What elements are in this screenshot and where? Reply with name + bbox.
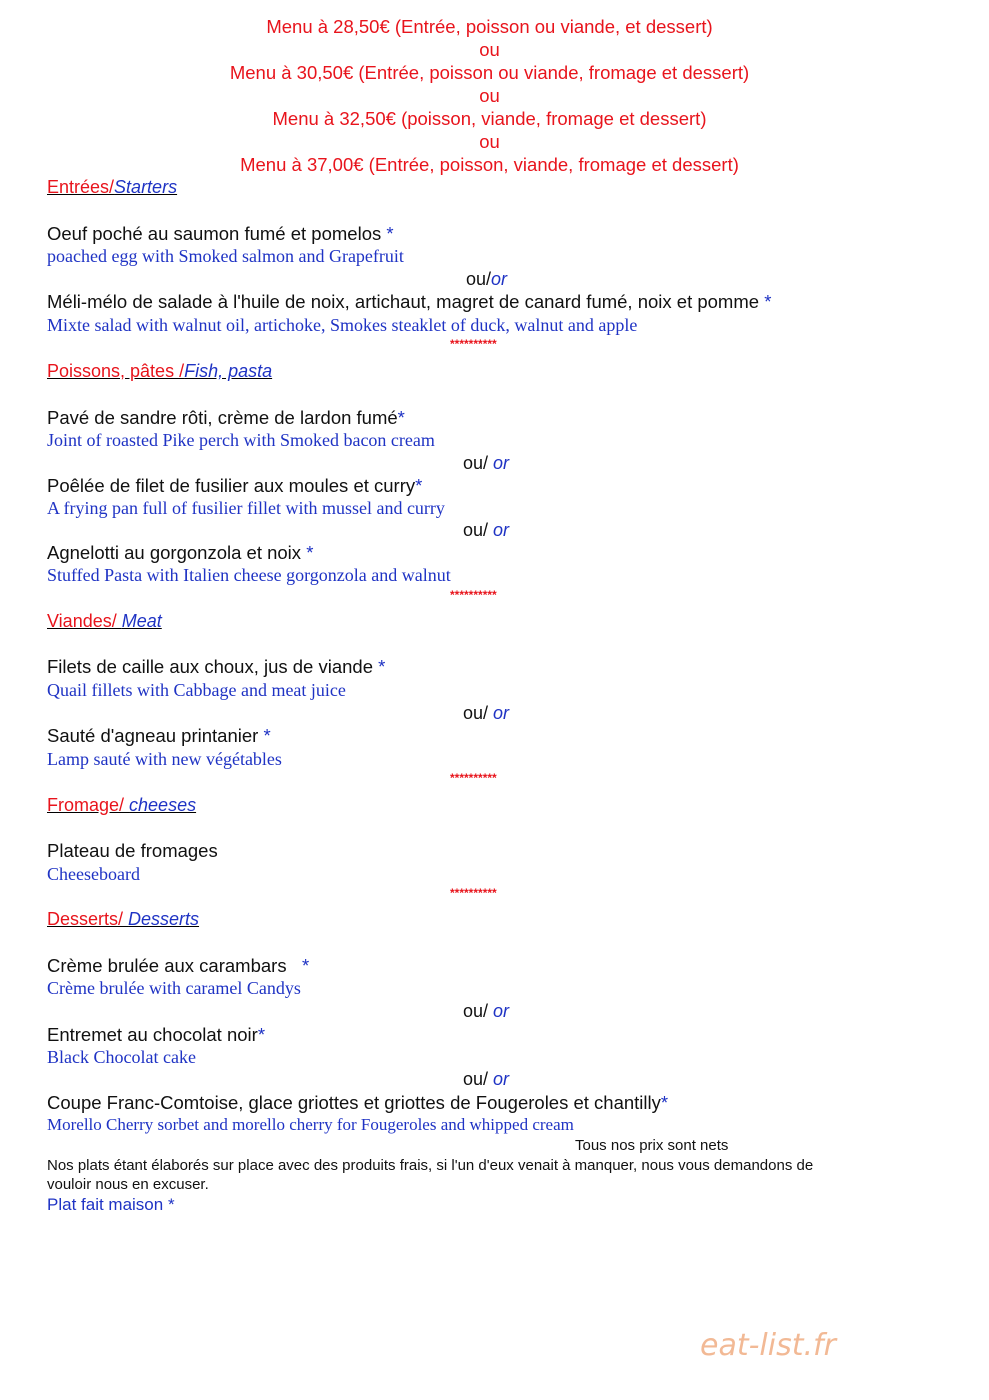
or-fr: ou/: [463, 1069, 494, 1089]
homemade-star: *: [263, 725, 271, 746]
dish-en: Lamp sauté with new végétables: [47, 749, 282, 769]
section-heading-en: Starters: [114, 177, 178, 197]
or-en: or: [493, 703, 510, 723]
section-separator: **********: [450, 771, 497, 785]
dish-fr: [47, 840, 218, 862]
menu-or-2: ou: [479, 85, 500, 106]
dish-fr: [47, 475, 422, 497]
homemade-star: *: [378, 656, 386, 677]
section-heading-desserts: [47, 909, 199, 930]
section-heading-meat: [47, 611, 162, 632]
or-divider: [463, 1001, 509, 1022]
dish-fr: [47, 542, 313, 564]
section-heading-fr: Fromage/: [47, 795, 130, 815]
dish-fr-text: Agnelotti au gorgonzola et noix: [47, 542, 307, 563]
dish-en: Mixte salad with walnut oil, artichoke, Smokes steaklet of duck, walnut and apple: [47, 315, 638, 335]
dish-fr-text: Méli-mélo de salade à l'huile de noix, artichaut, magret de canard fumé, noix et pomme: [47, 291, 765, 312]
section-heading-fr: Desserts/: [47, 909, 129, 929]
or-divider: [463, 703, 509, 724]
disclaimer-line-1: Nos plats étant élaborés sur place avec des produits frais, si l'un d'eux venait à manquer, nous vous demandons de: [47, 1157, 814, 1174]
homemade-star: *: [386, 223, 394, 244]
dish-fr-text: Plateau de fromages: [47, 840, 218, 861]
dish-fr: [47, 725, 271, 747]
disclaimer-line-2: vouloir nous en excuser.: [47, 1176, 209, 1193]
dish-fr: [47, 955, 309, 977]
or-fr: ou/: [463, 520, 494, 540]
section-heading-fr: Viandes/: [47, 611, 122, 631]
section-heading-fr: Entrées/: [47, 177, 115, 197]
section-heading-en: Fish, pasta: [184, 361, 273, 381]
section-separator: **********: [450, 337, 497, 351]
menu-option-3: Menu à 32,50€ (poisson, viande, fromage et dessert): [272, 108, 707, 129]
menu-or-3: ou: [479, 131, 500, 152]
dish-en: Stuffed Pasta with Italien cheese gorgonzola and walnut: [47, 565, 451, 585]
dish-en: Black Chocolat cake: [47, 1047, 196, 1067]
dish-fr: [47, 407, 405, 429]
homemade-star: *: [397, 407, 405, 428]
dish-fr: [47, 223, 394, 245]
section-heading-en: cheeses: [129, 795, 197, 815]
section-heading-en: Meat: [121, 611, 162, 631]
or-divider: [463, 453, 509, 474]
section-heading-en: Desserts: [128, 909, 200, 929]
or-fr: ou/: [463, 453, 494, 473]
section-heading-starters: [47, 177, 177, 198]
dish-fr-text: Entremet au chocolat noir: [47, 1024, 258, 1045]
section-heading-fish: [47, 361, 272, 382]
or-fr: ou/: [463, 703, 494, 723]
or-en: or: [493, 1069, 510, 1089]
homemade-star: *: [302, 955, 310, 976]
dish-en: Quail fillets with Cabbage and meat juice: [47, 680, 346, 700]
dish-fr-text: Coupe Franc-Comtoise, glace griottes et griottes de Fougeroles et chantilly: [47, 1092, 661, 1113]
dish-fr-text: Poêlée de filet de fusilier aux moules et curry: [47, 475, 416, 496]
homemade-star: *: [306, 542, 314, 563]
homemade-star: *: [415, 475, 423, 496]
homemade-star: *: [764, 291, 772, 312]
dish-en: A frying pan full of fusilier fillet with mussel and curry: [47, 498, 445, 518]
dish-en: poached egg with Smoked salmon and Grapefruit: [47, 246, 404, 266]
dish-en: Crème brulée with caramel Candys: [47, 978, 301, 998]
dish-en: Joint of roasted Pike perch with Smoked bacon cream: [47, 430, 435, 450]
homemade-star: *: [660, 1092, 669, 1113]
section-heading-fr: Poissons, pâtes /: [47, 361, 185, 381]
or-en: or: [491, 269, 508, 289]
watermark: eat-list.fr: [700, 1328, 836, 1363]
dish-fr-text: Sauté d'agneau printanier: [47, 725, 264, 746]
dish-fr: [47, 291, 771, 313]
dish-fr: [47, 1092, 668, 1114]
section-separator: **********: [450, 588, 497, 602]
or-en: or: [493, 520, 510, 540]
menu-option-2: Menu à 30,50€ (Entrée, poisson ou viande, fromage et dessert): [229, 62, 750, 83]
homemade-legend: Plat fait maison *: [47, 1195, 175, 1214]
or-en: or: [493, 1001, 510, 1021]
menu-option-1: Menu à 28,50€ (Entrée, poisson ou viande, et dessert): [266, 16, 713, 37]
dish-en: Morello Cherry sorbet and morello cherry for Fougeroles and whipped cream: [47, 1115, 574, 1134]
prices-note: Tous nos prix sont nets: [575, 1137, 729, 1154]
or-fr: ou/: [466, 269, 492, 289]
dish-fr: [47, 656, 385, 678]
dish-fr-text: Pavé de sandre rôti, crème de lardon fumé: [47, 407, 398, 428]
or-divider: [463, 1069, 509, 1090]
section-heading-cheese: [47, 795, 196, 816]
homemade-star: *: [257, 1024, 266, 1045]
or-divider: [463, 520, 509, 541]
or-fr: ou/: [463, 1001, 494, 1021]
menu-or-1: ou: [479, 39, 500, 60]
section-separator: **********: [450, 886, 497, 900]
menu-option-4: Menu à 37,00€ (Entrée, poisson, viande, fromage et dessert): [240, 154, 739, 175]
dish-en: Cheeseboard: [47, 864, 140, 884]
dish-fr: [47, 1024, 265, 1046]
dish-fr-text: Filets de caille aux choux, jus de viande: [47, 656, 379, 677]
or-divider: [466, 269, 507, 290]
dish-fr-text: Crème brulée aux carambars: [47, 955, 302, 976]
or-en: or: [493, 453, 510, 473]
dish-fr-text: Oeuf poché au saumon fumé et pomelos: [47, 223, 387, 244]
